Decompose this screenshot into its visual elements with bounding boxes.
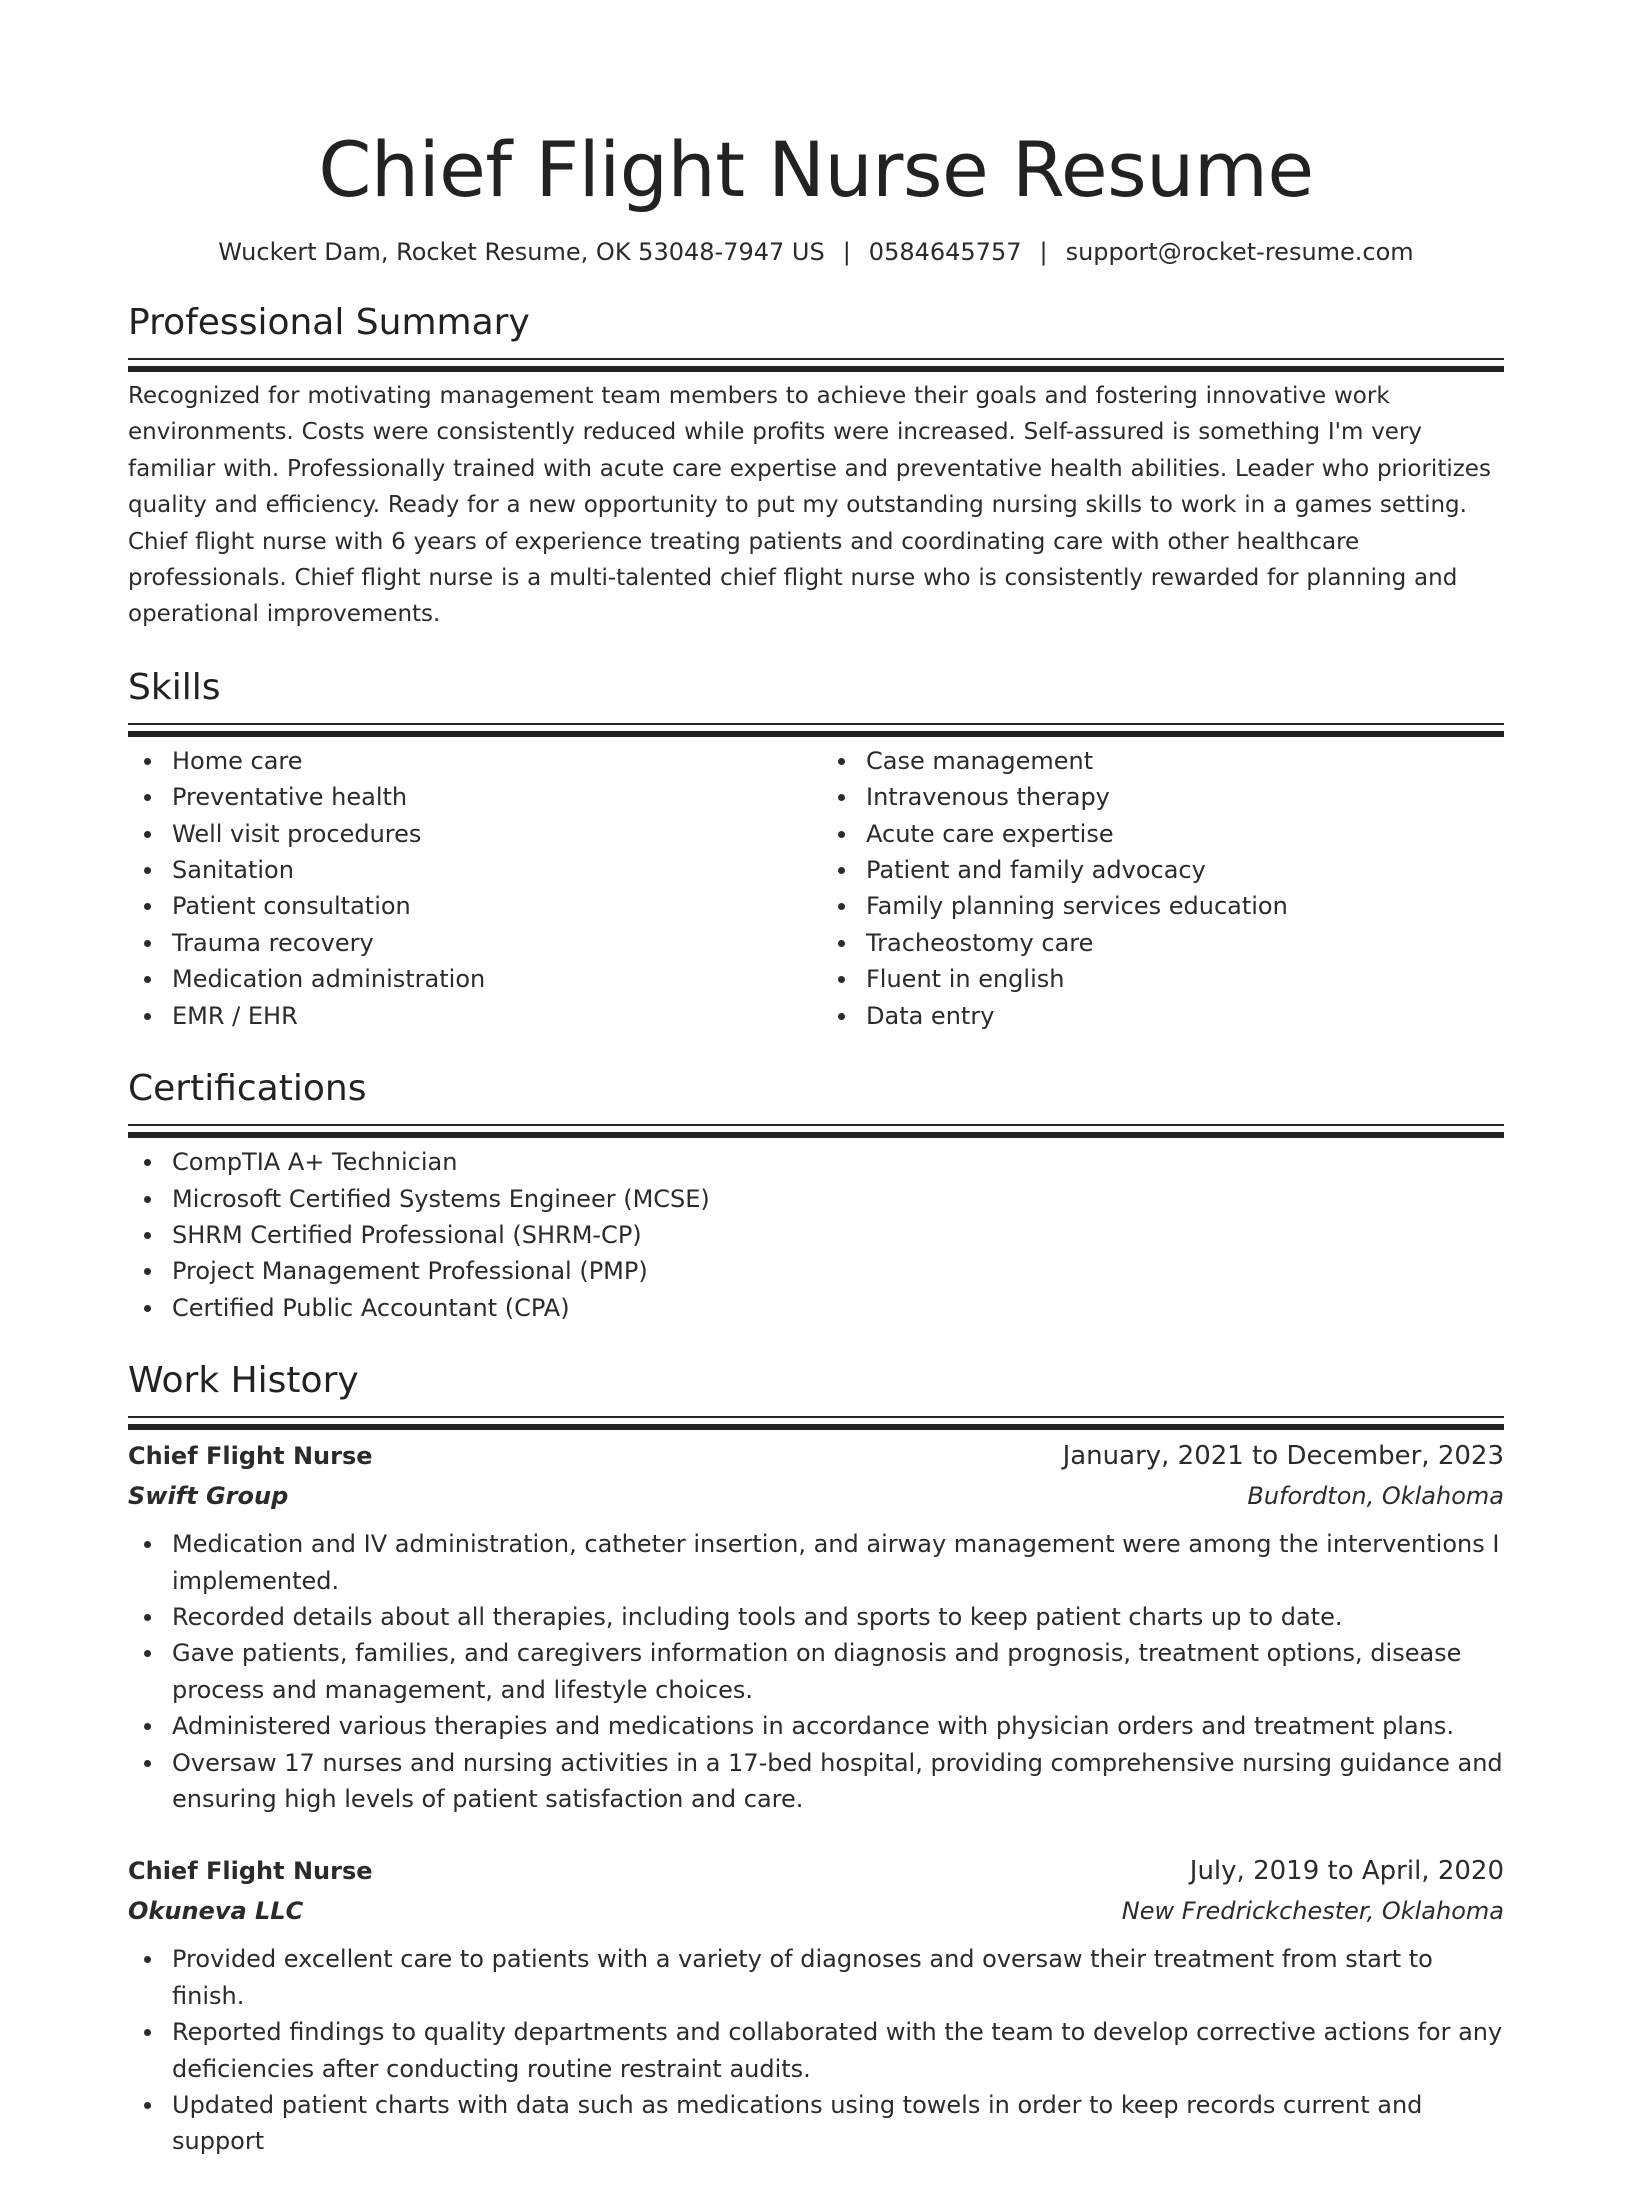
skill-item: Home care bbox=[172, 743, 816, 779]
certifications-list bbox=[128, 1144, 1504, 1326]
skills-columns bbox=[128, 743, 1504, 1034]
job-bullet: Administered various therapies and medications in accordance with physician orders and treatment plans. bbox=[172, 1708, 1504, 1744]
job-dates: January, 2021 to December, 2023 bbox=[1062, 1441, 1504, 1472]
job-location: New Fredrickchester, Oklahoma bbox=[1121, 1897, 1504, 1926]
certification-item: SHRM Certified Professional (SHRM-CP) bbox=[172, 1217, 1504, 1253]
job-bullet: Medication and IV administration, catheter insertion, and airway management were among the interventions I implemented. bbox=[172, 1526, 1504, 1599]
job-entry bbox=[128, 1436, 1504, 1817]
job-bullet: Oversaw 17 nurses and nursing activities in a 17-bed hospital, providing comprehensive nursing guidance and ensuring high levels of patient satisfaction and care. bbox=[172, 1745, 1504, 1818]
job-dates: July, 2019 to April, 2020 bbox=[1189, 1856, 1504, 1887]
section-heading: Professional Summary bbox=[128, 302, 530, 343]
skill-item: Fluent in english bbox=[866, 961, 1504, 997]
skill-item: Preventative health bbox=[172, 779, 816, 815]
skill-item: Data entry bbox=[866, 998, 1504, 1034]
section-professional-summary bbox=[128, 300, 1504, 633]
section-work-history bbox=[128, 1358, 1504, 2160]
job-title: Chief Flight Nurse bbox=[128, 1442, 373, 1471]
section-skills bbox=[128, 665, 1504, 1034]
skill-item: Intravenous therapy bbox=[866, 779, 1504, 815]
certification-item: Project Management Professional (PMP) bbox=[172, 1253, 1504, 1289]
section-divider bbox=[128, 1124, 1504, 1126]
skill-item: Tracheostomy care bbox=[866, 925, 1504, 961]
certification-item: CompTIA A+ Technician bbox=[172, 1144, 1504, 1180]
skills-list-right bbox=[816, 743, 1504, 1034]
job-company: Swift Group bbox=[128, 1482, 289, 1511]
skill-item: Trauma recovery bbox=[172, 925, 816, 961]
skill-item: Patient and family advocacy bbox=[866, 852, 1504, 888]
job-location: Bufordton, Oklahoma bbox=[1247, 1482, 1504, 1511]
section-certifications bbox=[128, 1066, 1504, 1326]
contact-line bbox=[128, 236, 1504, 268]
job-company: Okuneva LLC bbox=[128, 1897, 304, 1926]
skill-item: Case management bbox=[866, 743, 1504, 779]
contact-address: Wuckert Dam, Rocket Resume, OK 53048-7947 US bbox=[218, 238, 825, 266]
section-heading: Certifications bbox=[128, 1068, 367, 1110]
job-bullets bbox=[128, 1526, 1504, 1817]
section-divider bbox=[128, 358, 1504, 360]
section-heading: Skills bbox=[128, 666, 221, 708]
section-divider bbox=[128, 1416, 1504, 1418]
skill-item: Well visit procedures bbox=[172, 816, 816, 852]
certification-item: Certified Public Accountant (CPA) bbox=[172, 1290, 1504, 1326]
skill-item: Sanitation bbox=[172, 852, 816, 888]
resume-page bbox=[128, 0, 1504, 2194]
skills-list-left bbox=[128, 743, 816, 1034]
contact-separator: | bbox=[842, 238, 851, 266]
resume-title: Chief Flight Nurse Resume bbox=[318, 125, 1314, 214]
job-bullet: Recorded details about all therapies, including tools and sports to keep patient charts up to date. bbox=[172, 1599, 1504, 1635]
job-bullets bbox=[128, 1941, 1504, 2159]
contact-separator: | bbox=[1039, 238, 1048, 266]
certification-item: Microsoft Certified Systems Engineer (MCSE) bbox=[172, 1181, 1504, 1217]
contact-email: support@rocket-resume.com bbox=[1065, 238, 1414, 266]
skill-item: Patient consultation bbox=[172, 888, 816, 924]
skill-item: Medication administration bbox=[172, 961, 816, 997]
section-heading: Work History bbox=[128, 1360, 359, 1402]
skill-item: Family planning services education bbox=[866, 888, 1504, 924]
skill-item: Acute care expertise bbox=[866, 816, 1504, 852]
job-entry bbox=[128, 1851, 1504, 2159]
job-bullet: Gave patients, families, and caregivers information on diagnosis and prognosis, treatment options, disease process and management, and lifestyle choices. bbox=[172, 1635, 1504, 1708]
job-bullet: Provided excellent care to patients with a variety of diagnoses and oversaw their treatment from start to finish. bbox=[172, 1941, 1504, 2014]
job-bullet: Updated patient charts with data such as medications using towels in order to keep records current and support bbox=[172, 2087, 1504, 2160]
contact-phone: 0584645757 bbox=[868, 238, 1022, 266]
job-title: Chief Flight Nurse bbox=[128, 1857, 373, 1886]
skill-item: EMR / EHR bbox=[172, 998, 816, 1034]
summary-text: Recognized for motivating management team members to achieve their goals and fostering innovative work environments. Costs were consistently reduced while profits were increased. Self-assured is something I'm very familiar with. Professionally trained with acute care expertise and preventative health abilities. Leader who prioritizes quality and efficiency. Ready for a new opportunity to put my outstanding nursing skills to work in a games setting. Chief flight nurse with 6 years of experience treating patients and coordinating care with other healthcare professionals. Chief flight nurse is a multi-talented chief flight nurse who is consistently rewarded for planning and operational improvements. bbox=[128, 383, 1491, 628]
job-bullet: Reported findings to quality departments and collaborated with the team to develop corrective actions for any deficiencies after conducting routine restraint audits. bbox=[172, 2014, 1504, 2087]
section-divider bbox=[128, 723, 1504, 725]
